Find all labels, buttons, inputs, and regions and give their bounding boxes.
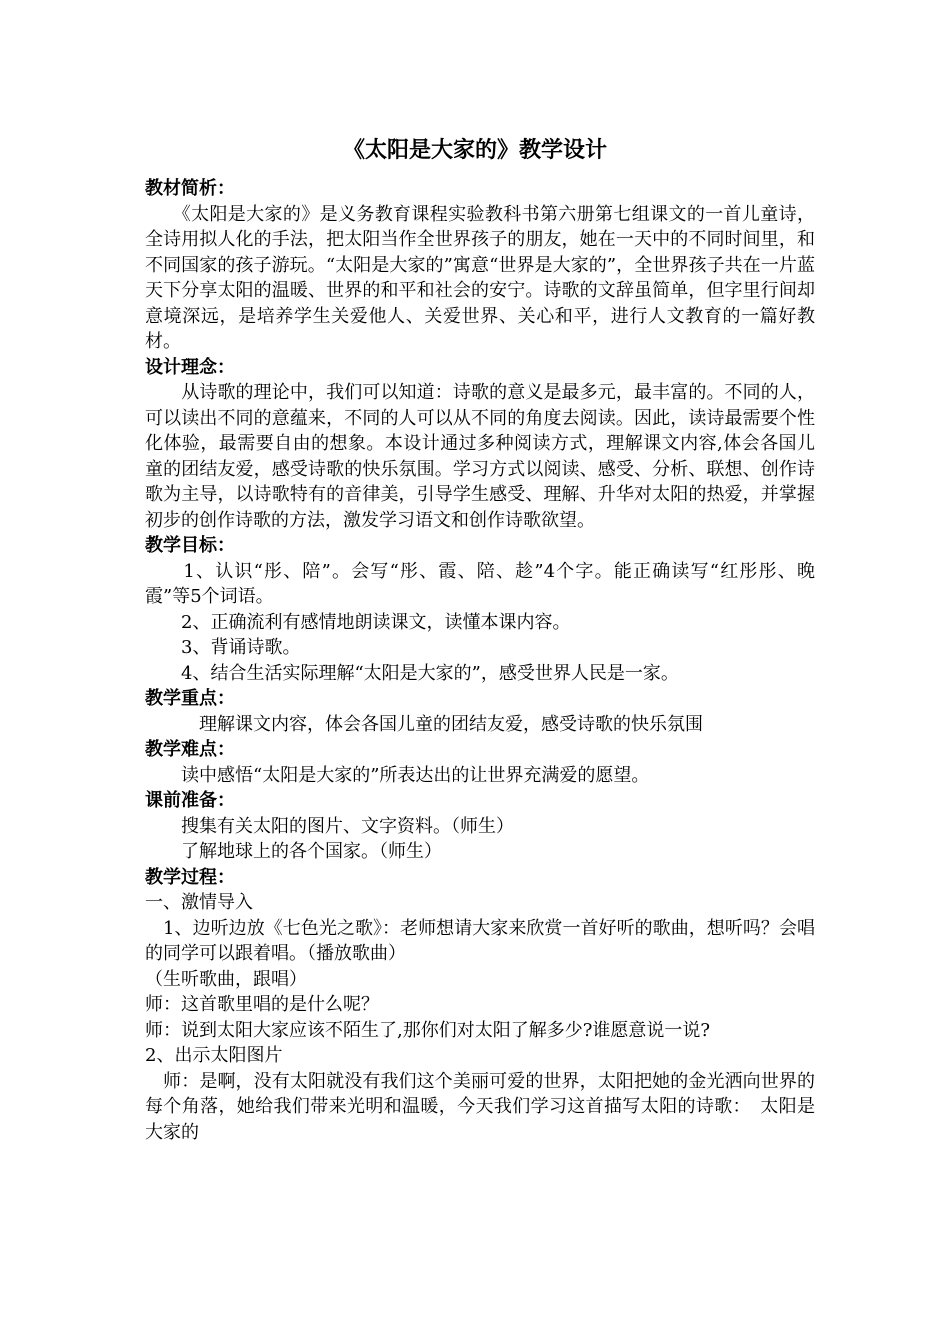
process-line: 师：是啊，没有太阳就没有我们这个美丽可爱的世界，太阳把她的金光洒向世界的每个角落，她给我们带来光明和温暖，今天我们学习这首描写太阳的诗歌： 太阳是大家的 [145,1070,815,1143]
process-line: （生听歌曲，跟唱） [145,968,307,990]
heading-analysis: 教材简析： [145,178,235,199]
goal-item: 1、认识“彤、陪”。会写“彤、霞、陪、趁”4个字。能正确读写“红彤彤、晚霞”等5个词语。 [145,560,815,607]
document-title: 《太阳是大家的》教学设计 [342,138,607,163]
heading-prep: 课前准备： [145,790,235,811]
paragraph-analysis: 《太阳是大家的》是义务教育课程实验教科书第六册第七组课文的一首儿童诗，全诗用拟人化的手法，把太阳当作全世界孩子的朋友，她在一天中的不同时间里，和不同国家的孩子游玩。“太阳是大家的”寓意“世界是大家的”，全世界孩子共在一片蓝天下分享太阳的温暖、世界的和平和社会的安宁。诗歌的文辞虽简单，但字里行间却意境深远，是培养学生关爱他人、关爱世界、关心和平，进行人文教育的一篇好教材。 [145,203,815,352]
paragraph-concept: 从诗歌的理论中，我们可以知道：诗歌的意义是最多元，最丰富的。不同的人，可以读出不同的意蕴来，不同的人可以从不同的角度去阅读。因此，读诗最需要个性化体验，最需要自由的想象。本设计通过多种阅读方式，理解课文内容,体会各国儿童的团结友爱，感受诗歌的快乐氛围。学习方式以阅读、感受、分析、联想、创作诗歌为主导，以诗歌特有的音律美，引导学生感受、理解、升华对太阳的热爱，并掌握初步的创作诗歌的方法，激发学习语文和创作诗歌欲望。 [145,382,815,531]
goal-item: 3、背诵诗歌。 [145,637,301,658]
process-line: 一、激情导入 [145,892,253,913]
process-line: 2、出示太阳图片 [145,1045,283,1066]
heading-concept: 设计理念： [145,356,235,378]
paragraph-difficulty: 读中感悟“太阳是大家的”所表达出的让世界充满爱的愿望。 [145,764,650,786]
prep-item: 搜集有关太阳的图片、文字资料。（师生） [145,815,514,837]
prep-item: 了解地球上的各个国家。（师生） [145,841,442,862]
process-line: 师：说到太阳大家应该不陌生了,那你们对太阳了解多少?谁愿意说一说? [145,1019,711,1041]
heading-goals: 教学目标： [145,535,235,556]
process-line: 师：这首歌里唱的是什么呢？ [145,994,379,1015]
goal-item: 4、结合生活实际理解“太阳是大家的”，感受世界人民是一家。 [145,662,679,684]
heading-focus: 教学重点： [145,688,235,709]
document-body [145,176,815,1145]
heading-process: 教学过程： [145,866,235,888]
paragraph-focus: 理解课文内容，体会各国儿童的团结友爱，感受诗歌的快乐氛围 [145,713,703,735]
goal-item: 2、正确流利有感情地朗读课文，读懂本课内容。 [145,611,571,633]
heading-difficulty: 教学难点： [145,739,235,760]
process-line: 1、边听边放《七色光之歌》：老师想请大家来欣赏一首好听的歌曲，想听吗？会唱的同学可以跟着唱。（播放歌曲） [145,917,815,964]
